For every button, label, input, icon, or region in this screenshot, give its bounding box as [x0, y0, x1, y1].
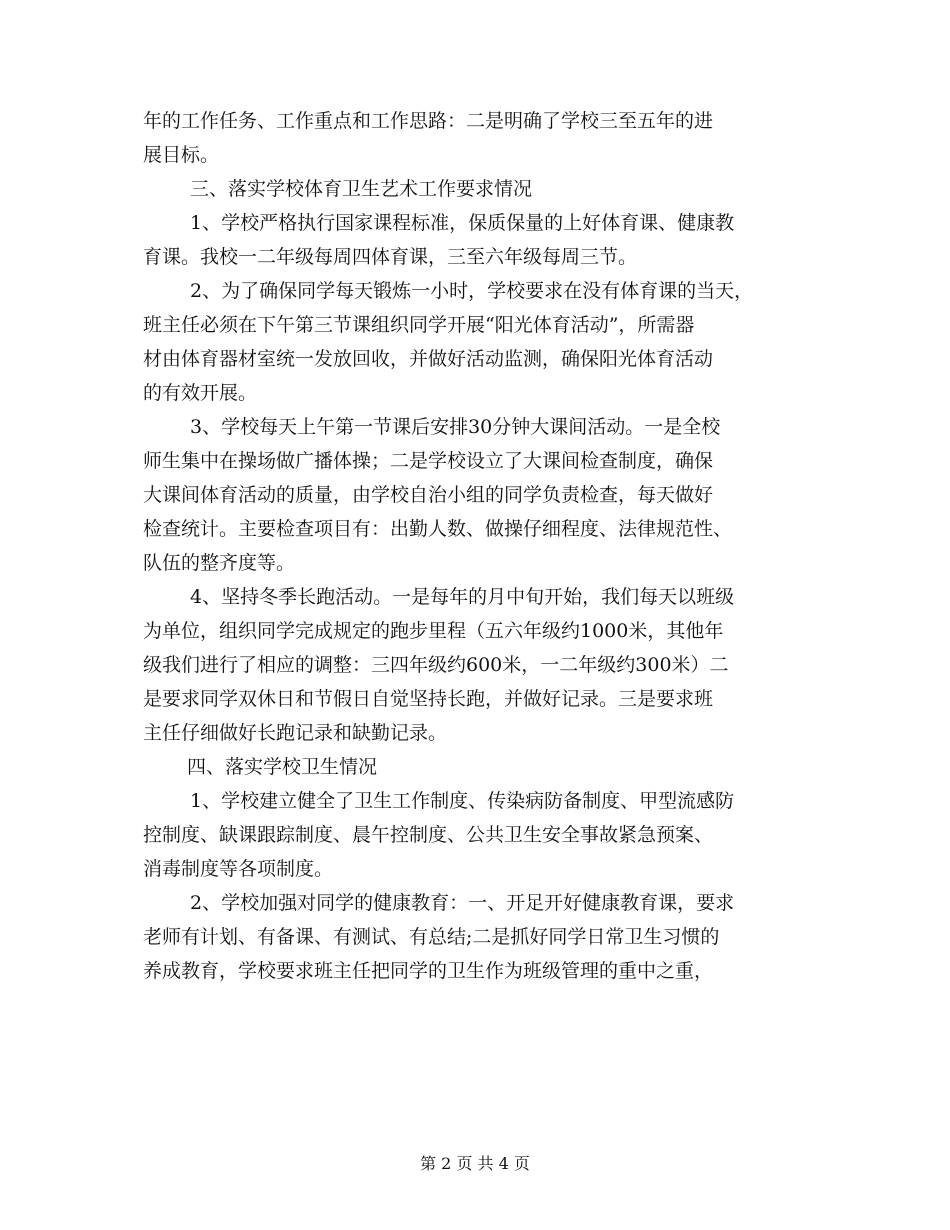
text-line: 1、学校建立健全了卫生工作制度、传染病防备制度、甲型流感防 [190, 790, 735, 812]
text-line: 1、学校严格执行国家课程标准，保质保量的上好体育课、健康教 [190, 212, 735, 234]
text-line: 大课间体育活动的质量，由学校自治小组的同学负责检查，每天做好 [143, 484, 714, 506]
text-line: 队伍的整齐度等。 [143, 552, 296, 574]
text-line: 为单位，组织同学完成规定的跑步里程（五六年级约1000米，其他年 [143, 620, 724, 642]
text-line: 2、学校加强对同学的健康教育：一、开足开好健康教育课，要求 [190, 892, 735, 914]
text-line: 班主任必须在下午第三节课组织同学开展“阳光体育活动”，所需器 [143, 314, 695, 336]
text-line: 展目标。 [143, 144, 220, 166]
document-body [143, 104, 823, 988]
text-line: 的有效开展。 [143, 382, 258, 404]
text-line: 老师有计划、有备课、有测试、有总结;二是抓好同学日常卫生习惯的 [143, 926, 720, 948]
text-line: 3、学校每天上午第一节课后安排30分钟大课间活动。一是全校 [190, 416, 721, 438]
text-line: 年的工作任务、工作重点和工作思路：二是明确了学校三至五年的进 [143, 110, 714, 132]
text-line: 4、坚持冬季长跑活动。一是每年的月中旬开始，我们每天以班级 [190, 586, 735, 608]
section-heading: 三、落实学校体育卫生艺术工作要求情况 [190, 178, 533, 200]
text-line: 检查统计。主要检查项目有：出勤人数、做操仔细程度、法律规范性、 [143, 518, 733, 540]
text-line: 控制度、缺课跟踪制度、晨午控制度、公共卫生安全事故紧急预案、 [143, 824, 714, 846]
text-line: 2、为了确保同学每天锻炼一小时，学校要求在没有体育课的当天， [190, 280, 754, 302]
text-line: 消毒制度等各项制度。 [143, 858, 334, 880]
text-line: 级我们进行了相应的调整：三四年级约600米，一二年级约300米）二 [143, 654, 729, 676]
text-line: 主任仔细做好长跑记录和缺勤记录。 [143, 722, 448, 744]
page-number-footer: 第 2 页 共 4 页 [420, 1154, 530, 1173]
text-line: 师生集中在操场做广播体操；二是学校设立了大课间检查制度，确保 [143, 450, 714, 472]
text-line: 育课。我校一二年级每周四体育课，三至六年级每周三节。 [143, 246, 638, 268]
section-heading: 四、落实学校卫生情况 [187, 756, 378, 778]
text-line: 材由体育器材室统一发放回收，并做好活动监测，确保阳光体育活动 [143, 348, 714, 370]
text-line: 养成教育，学校要求班主任把同学的卫生作为班级管理的重中之重， [143, 960, 714, 982]
text-line: 是要求同学双休日和节假日自觉坚持长跑，并做好记录。三是要求班 [143, 688, 714, 710]
